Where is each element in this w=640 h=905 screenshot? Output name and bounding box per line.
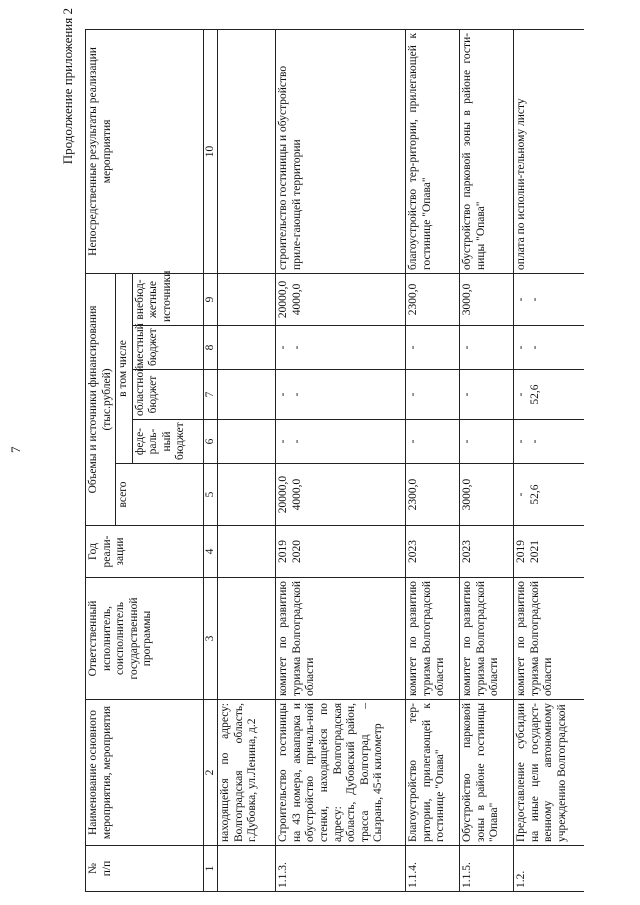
row-executor: комитет по развитию туризма Волгоградской области <box>406 578 460 700</box>
row-num: 1.1.4. <box>406 846 460 892</box>
table-row <box>460 29 514 891</box>
header-total: всего <box>116 464 204 526</box>
header-extra: внебюд-жетные источники <box>132 273 203 325</box>
header-result: Непосредственные результаты реализации мероприятия <box>86 29 204 273</box>
header-financing: Объемы и источники финансирования (тыс.рублей) <box>86 273 116 525</box>
row-federal: - - <box>276 420 406 464</box>
col-number: 5 <box>203 464 218 526</box>
table-row <box>406 29 460 891</box>
row-executor: комитет по развитию туризма Волгоградской области <box>514 578 584 700</box>
row-name: Строительство гостиницы на 43 номера, аквапарка и обустройство причаль-ной стенки, находящейся по адресу: Волгоградская область, Дубовский район, трасса Волгоград – Сызрань, 45-й километр <box>276 700 406 846</box>
col-number: 10 <box>203 29 218 273</box>
table-row <box>514 29 584 891</box>
row-num: 1.1.3. <box>276 846 406 892</box>
row-extra: 20000,0 4000,0 <box>276 273 406 325</box>
row-num <box>218 846 276 892</box>
row-extra <box>218 273 276 325</box>
row-federal: - <box>406 420 460 464</box>
row-extra: 2300,0 <box>406 273 460 325</box>
row-extra: 3000,0 <box>460 273 514 325</box>
row-local <box>218 326 276 370</box>
financing-table <box>85 29 584 892</box>
row-extra: - - <box>514 273 584 325</box>
row-regional: - - <box>276 370 406 420</box>
col-number: 9 <box>203 273 218 325</box>
row-result: обустройство парковой зоны в районе гости-ницы "Опава" <box>460 29 514 273</box>
row-name: Предоставление субсидии на иные цели государст-венному автономному учреждению Волгоградской <box>514 700 584 846</box>
row-executor: комитет по развитию туризма Волгоградской области <box>276 578 406 700</box>
row-total: 2300,0 <box>406 464 460 526</box>
col-number: 4 <box>203 526 218 578</box>
row-total: - 52,6 <box>514 464 584 526</box>
row-total: 3000,0 <box>460 464 514 526</box>
row-name: находящейся по адресу: Волгоградская область, г.Дубовка, ул.Ленина, д.2 <box>218 700 276 846</box>
header-year: Год реали-зации <box>86 526 204 578</box>
row-total: 20000,0 4000,0 <box>276 464 406 526</box>
col-number: 1 <box>203 846 218 892</box>
col-number: 3 <box>203 578 218 700</box>
row-result: оплата по исполни-тельному листу <box>514 29 584 273</box>
row-local: - - <box>276 326 406 370</box>
row-total <box>218 464 276 526</box>
row-executor: комитет по развитию туризма Волгоградской области <box>460 578 514 700</box>
row-regional <box>218 370 276 420</box>
col-number: 7 <box>203 370 218 420</box>
continuation-note: Продолжение приложения 2 <box>60 8 75 165</box>
row-regional: - <box>460 370 514 420</box>
col-number: 8 <box>203 326 218 370</box>
row-years <box>218 526 276 578</box>
row-name: Обустройство парковой зоны в районе гостиницы "Опава" <box>460 700 514 846</box>
row-local: - <box>406 326 460 370</box>
header-including: в том числе <box>116 273 133 463</box>
header-local: местный бюджет <box>132 326 203 370</box>
page-number: 7 <box>8 446 23 453</box>
row-result: строительство гостиницы и обустройство приле-гающей территории <box>276 29 406 273</box>
row-executor <box>218 578 276 700</box>
header-regional: областной бюджет <box>132 370 203 420</box>
header-federal: феде-раль-ный бюджет <box>132 420 203 464</box>
col-number: 2 <box>203 700 218 846</box>
row-regional: - <box>406 370 460 420</box>
header-num: № п/п <box>86 846 204 892</box>
row-years: 2019 2021 <box>514 526 584 578</box>
header-name: Наименование основного мероприятия, мероприятия <box>86 700 204 846</box>
row-federal <box>218 420 276 464</box>
row-result <box>218 29 276 273</box>
row-years: 2019 2020 <box>276 526 406 578</box>
row-regional: - 52,6 <box>514 370 584 420</box>
table-row <box>218 29 276 891</box>
row-local: - <box>460 326 514 370</box>
row-years: 2023 <box>460 526 514 578</box>
col-number: 6 <box>203 420 218 464</box>
row-num: 1.1.5. <box>460 846 514 892</box>
row-name: Благоустройство тер-ритории, прилегающей к гостинице "Опава" <box>406 700 460 846</box>
row-result: благоустройство тер-ритории, прилегающей к гостинице "Опава" <box>406 29 460 273</box>
row-federal: - <box>460 420 514 464</box>
row-local: - - <box>514 326 584 370</box>
row-num: 1.2. <box>514 846 584 892</box>
row-federal: - - <box>514 420 584 464</box>
row-years: 2023 <box>406 526 460 578</box>
table-row <box>276 29 406 891</box>
header-executor: Ответственный исполнитель, соисполнитель государственной программы <box>86 578 204 700</box>
